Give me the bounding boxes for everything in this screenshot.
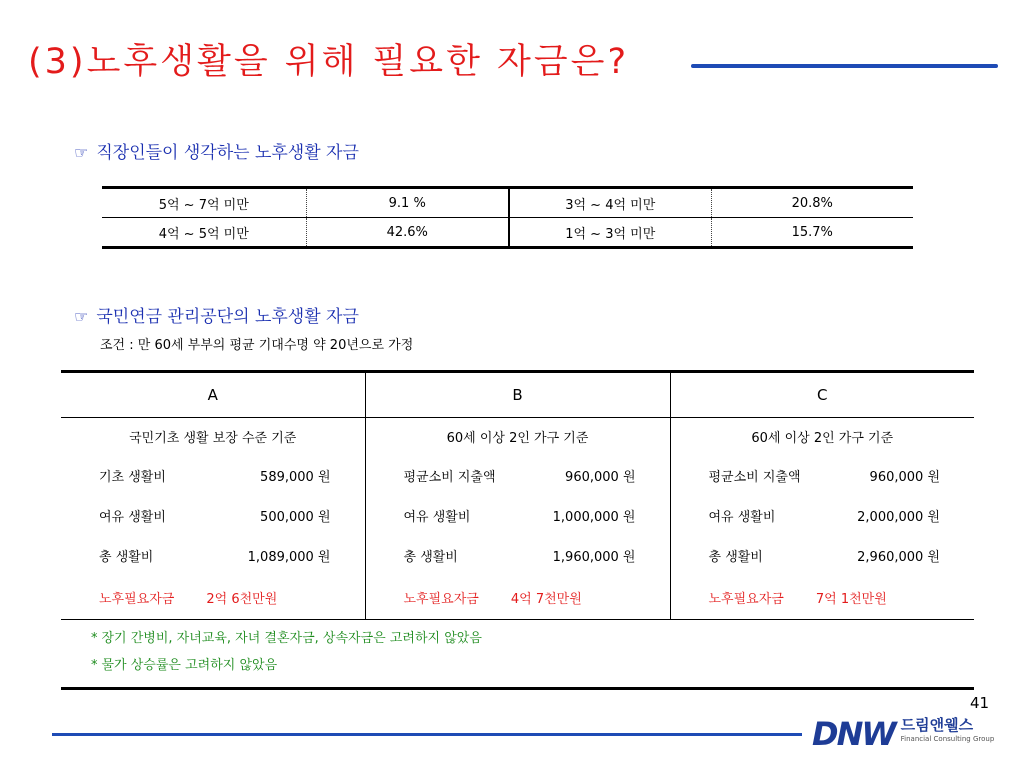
- footnote-text: 물가 상승률은 고려하지 않았음: [101, 658, 278, 673]
- cost-cell: [61, 456, 365, 496]
- cost-cell: [670, 456, 974, 496]
- cost-value: 2,000,000 원: [857, 510, 940, 525]
- table-row: [102, 218, 913, 248]
- subhead-row: [61, 418, 974, 456]
- asterisk-icon: *: [91, 631, 98, 646]
- cost-label: 여유 생활비: [403, 510, 471, 525]
- title-underline: [691, 64, 998, 68]
- logo-korean: 드림앤웰스: [900, 716, 974, 734]
- subhead-cell: 60세 이상 2인 가구 기준: [365, 418, 670, 456]
- footnote: [91, 652, 974, 679]
- subhead-cell: 60세 이상 2인 가구 기준: [751, 431, 894, 447]
- section1-heading: [74, 138, 359, 163]
- range-cell: 5억 ~ 7억 미만: [102, 188, 306, 218]
- cost-value: 2,960,000 원: [857, 550, 940, 565]
- logo-text: [901, 716, 995, 744]
- cost-cell: [365, 496, 670, 536]
- subhead-cell: 국민기초 생활 보장 수준 기준: [61, 418, 365, 456]
- footer-rule: [52, 733, 802, 736]
- cost-value: 960,000 원: [869, 470, 940, 485]
- section1-heading-text: 직장인들이 생각하는 노후생활 자금: [96, 143, 359, 163]
- asterisk-icon: *: [91, 658, 98, 673]
- cost-label: 여유 생활비: [708, 510, 776, 525]
- cost-label: 총 생활비: [99, 550, 154, 565]
- percent-cell: 15.7%: [711, 218, 913, 248]
- needed-cell: [61, 576, 365, 620]
- condition-note: 조건 : 만 60세 부부의 평균 기대수명 약 20년으로 가정: [100, 338, 414, 353]
- footnote-text: 장기 간병비, 자녀교육, 자녀 결혼자금, 상속자금은 고려하지 않았음: [101, 631, 482, 646]
- needed-value: 4억 7천만원: [510, 591, 582, 607]
- cost-value: 1,960,000 원: [552, 550, 636, 565]
- cost-cell: [365, 456, 670, 496]
- range-cell: 4억 ~ 5억 미만: [102, 218, 306, 248]
- page-number: 41: [970, 694, 990, 712]
- cost-value: 960,000 원: [565, 470, 636, 485]
- cost-label: 총 생활비: [708, 550, 763, 565]
- pension-table: [61, 370, 974, 690]
- cost-label: 평균소비 지출액: [403, 470, 496, 485]
- column-header-c: C: [670, 372, 974, 418]
- table-row: [61, 536, 974, 576]
- needed-label: 노후필요자금: [708, 591, 784, 607]
- cost-cell: [670, 496, 974, 536]
- cost-cell: [365, 536, 670, 576]
- cost-cell: [61, 536, 365, 576]
- table-row: [61, 456, 974, 496]
- column-header-a: A: [61, 372, 365, 418]
- column-header-b: B: [365, 372, 670, 418]
- cost-label: 총 생활비: [403, 550, 458, 565]
- footnote-row: [61, 620, 974, 689]
- cost-value: 1,089,000 원: [247, 550, 331, 565]
- company-logo: [812, 716, 994, 752]
- cost-value: 500,000 원: [260, 510, 331, 525]
- logo-mark: DNW: [812, 715, 895, 753]
- percent-cell: 20.8%: [791, 195, 833, 211]
- range-cell: 1억 ~ 3억 미만: [509, 218, 711, 248]
- cost-value: 1,000,000 원: [552, 510, 636, 525]
- percent-cell: 42.6%: [306, 218, 509, 248]
- needed-cell: [670, 576, 974, 620]
- needed-fund-row: [61, 576, 974, 620]
- table-row: [61, 496, 974, 536]
- cost-label: 평균소비 지출액: [708, 470, 801, 485]
- cost-cell: [61, 496, 365, 536]
- table-row: [102, 188, 913, 218]
- needed-value: 7억 1천만원: [815, 591, 887, 607]
- cost-cell: [670, 536, 974, 576]
- cost-label: 기초 생활비: [99, 470, 166, 485]
- needed-value: 2억 6천만원: [206, 591, 278, 607]
- section2-heading-text: 국민연금 관리공단의 노후생활 자금: [96, 307, 359, 327]
- pointing-hand-icon: ☞: [74, 307, 89, 326]
- needed-cell: [365, 576, 670, 620]
- section2-heading: [74, 302, 359, 327]
- survey-table: [102, 186, 913, 249]
- footnote-cell: [61, 620, 974, 689]
- cost-label: 여유 생활비: [99, 510, 166, 525]
- cost-value: 589,000 원: [260, 470, 331, 485]
- needed-label: 노후필요자금: [99, 591, 175, 607]
- pointing-hand-icon: ☞: [74, 143, 89, 162]
- needed-label: 노후필요자금: [403, 591, 479, 607]
- footnote: [91, 625, 974, 652]
- range-cell: 3억 ~ 4억 미만: [509, 188, 711, 218]
- header-row: [61, 372, 974, 418]
- percent-cell: 9.1 %: [306, 188, 509, 218]
- logo-english: Financial Consulting Group: [900, 735, 995, 743]
- page-title: (3)노후생활을 위해 필요한 자금은?: [28, 42, 630, 82]
